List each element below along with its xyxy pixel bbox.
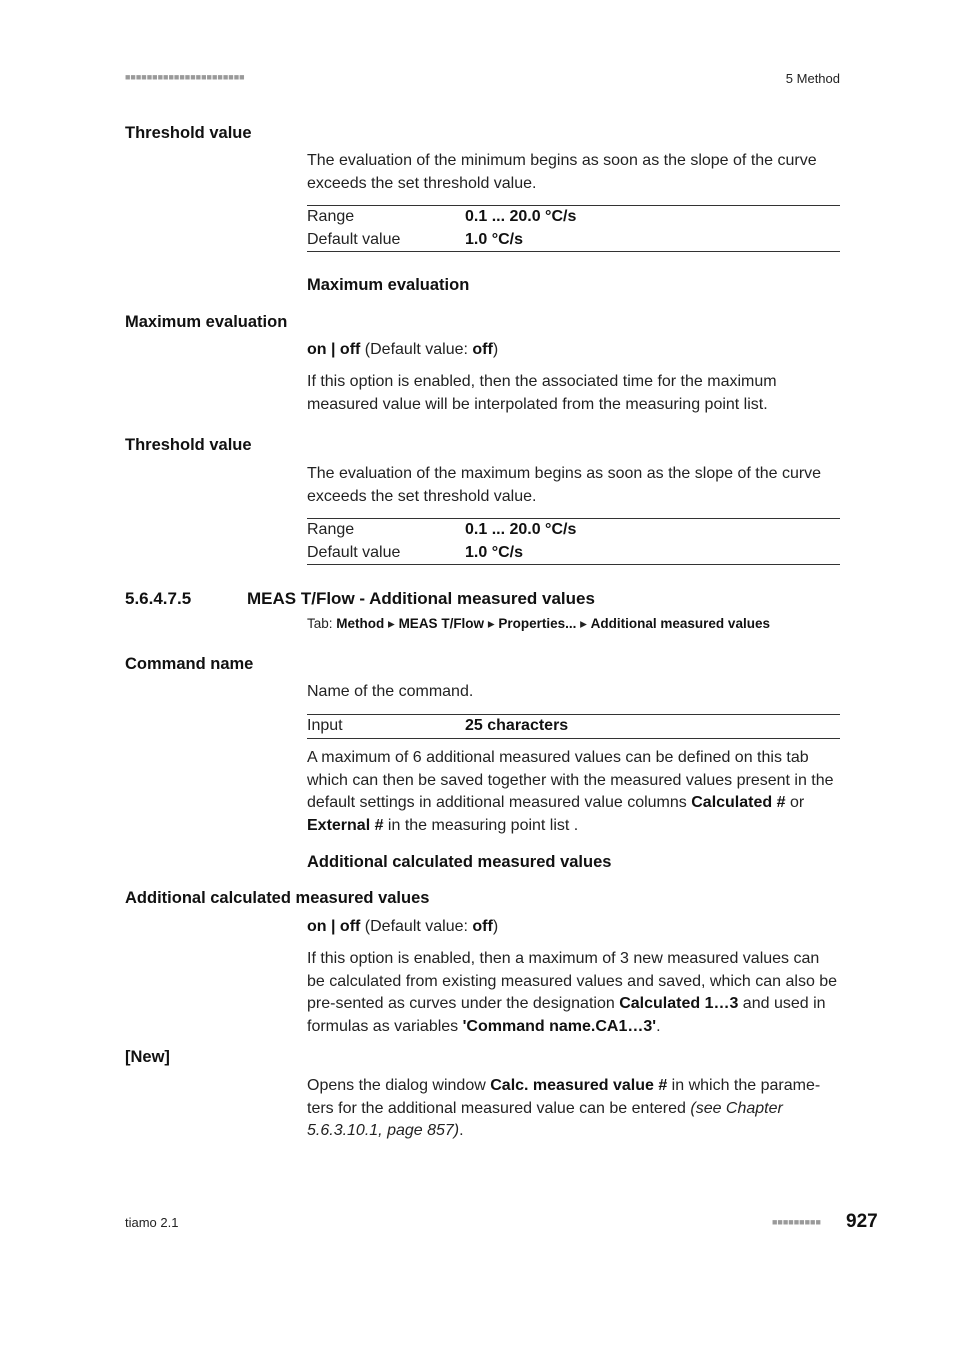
text-run: . (656, 1017, 661, 1035)
threshold-min-heading: Threshold value (125, 124, 252, 142)
default-prefix: (Default value: (360, 918, 473, 935)
tab-path-item: Properties... (498, 616, 577, 631)
onoff-options: on | off (307, 918, 361, 935)
tab-path-separator: ▸ (484, 616, 499, 631)
command-name-description: Name of the command. (307, 683, 474, 700)
tab-path-item: Additional measured values (590, 616, 770, 631)
maximum-evaluation-heading: Maximum evaluation (125, 313, 288, 331)
command-name-params (307, 714, 840, 739)
section-number: 5.6.4.7.5 (125, 589, 192, 608)
param-value: 0.1 ... 20.0 °C/s (465, 208, 577, 225)
chapter-label: 5 Method (785, 71, 840, 86)
param-value: 1.0 °C/s (465, 543, 523, 561)
text-run: Opens the dialog window (307, 1077, 491, 1094)
threshold-min-params (307, 205, 840, 252)
text-run: in which the parame-ters for the additional measured value can be entered (307, 1077, 821, 1117)
text-bold: External # (307, 816, 384, 834)
onoff-options: on | off (307, 341, 361, 358)
param-row-default (307, 229, 840, 252)
new-button-heading: [New] (125, 1048, 170, 1066)
calculated-values-heading: Additional calculated measured values (125, 889, 430, 907)
text-run: A maximum of 6 additional measured values can be defined on this tab which can then be saved together with the measured values present in the default settings in additional measured value columns (307, 749, 834, 811)
section-title: MEAS T/Flow - Additional measured values (247, 589, 595, 608)
param-row-input (307, 715, 840, 739)
calculated-values-onoff (307, 916, 841, 939)
tab-path-separator: ▸ (576, 616, 591, 631)
tab-path-separator: ▸ (384, 616, 399, 631)
default-value: off (472, 918, 493, 935)
command-name-heading: Command name (125, 655, 254, 673)
product-name: tiamo 2.1 (125, 1215, 179, 1230)
tab-prefix: Tab: (307, 616, 337, 631)
calculated-values-subheading: Additional calculated measured values (307, 853, 612, 871)
text-run: If this option is enabled, then a maximum of 3 new measured values can be calculated from existing measured values and saved, which can also be pre-sented as curves under the designation (307, 950, 838, 1012)
default-suffix: ) (492, 341, 499, 358)
param-row-range (307, 206, 840, 229)
additional-values-description (307, 747, 841, 837)
default-prefix: (Default value: (360, 341, 473, 358)
param-row-range (307, 519, 840, 542)
page-number: 927 (846, 1211, 878, 1232)
text-bold: 'Command name.CA1…3' (462, 1017, 657, 1035)
tab-path-item: MEAS T/Flow (398, 616, 485, 631)
footer-decoration: ■■■■■■■■■ (772, 1217, 821, 1227)
param-value: 25 characters (465, 717, 569, 734)
param-label: Range (307, 208, 355, 225)
threshold-max-description: The evaluation of the maximum begins as soon as the slope of the curve exceeds the set threshold value. (307, 465, 822, 505)
text-bold: Calculated # (691, 794, 786, 811)
maximum-evaluation-onoff (307, 339, 841, 362)
param-label: Default value (307, 543, 401, 561)
text-run: in the measuring point list . (383, 816, 579, 834)
calculated-values-description (307, 948, 841, 1038)
threshold-max-params (307, 518, 840, 565)
maximum-evaluation-subheading: Maximum evaluation (307, 276, 470, 294)
maximum-evaluation-description: If this option is enabled, then the associated time for the maximum measured value will be interpolated from the measuring point list. (307, 373, 777, 413)
chapter-reference-link[interactable]: (see Chapter 5.6.3.10.1, page 857) (307, 1099, 783, 1139)
threshold-max-heading: Threshold value (125, 436, 252, 454)
text-run: . (459, 1122, 464, 1139)
param-row-default (307, 542, 840, 565)
default-suffix: ) (492, 918, 499, 935)
param-value: 1.0 °C/s (465, 230, 523, 248)
text-run: or (785, 794, 805, 811)
default-value: off (472, 341, 493, 358)
param-value: 0.1 ... 20.0 °C/s (465, 521, 577, 538)
text-bold: Calculated 1…3 (619, 995, 739, 1012)
text-bold: Calc. measured value # (490, 1077, 668, 1094)
text-run: and used in formulas as variables (307, 995, 826, 1035)
header-decoration: ■■■■■■■■■■■■■■■■■■■■■■ (125, 72, 245, 82)
param-label: Default value (307, 230, 401, 248)
param-label: Input (307, 717, 343, 734)
threshold-min-description: The evaluation of the minimum begins as soon as the slope of the curve exceeds the set threshold value. (307, 152, 817, 192)
tab-path (307, 616, 770, 632)
new-button-description (307, 1075, 841, 1143)
tab-path-item: Method (336, 616, 385, 631)
param-label: Range (307, 521, 355, 538)
